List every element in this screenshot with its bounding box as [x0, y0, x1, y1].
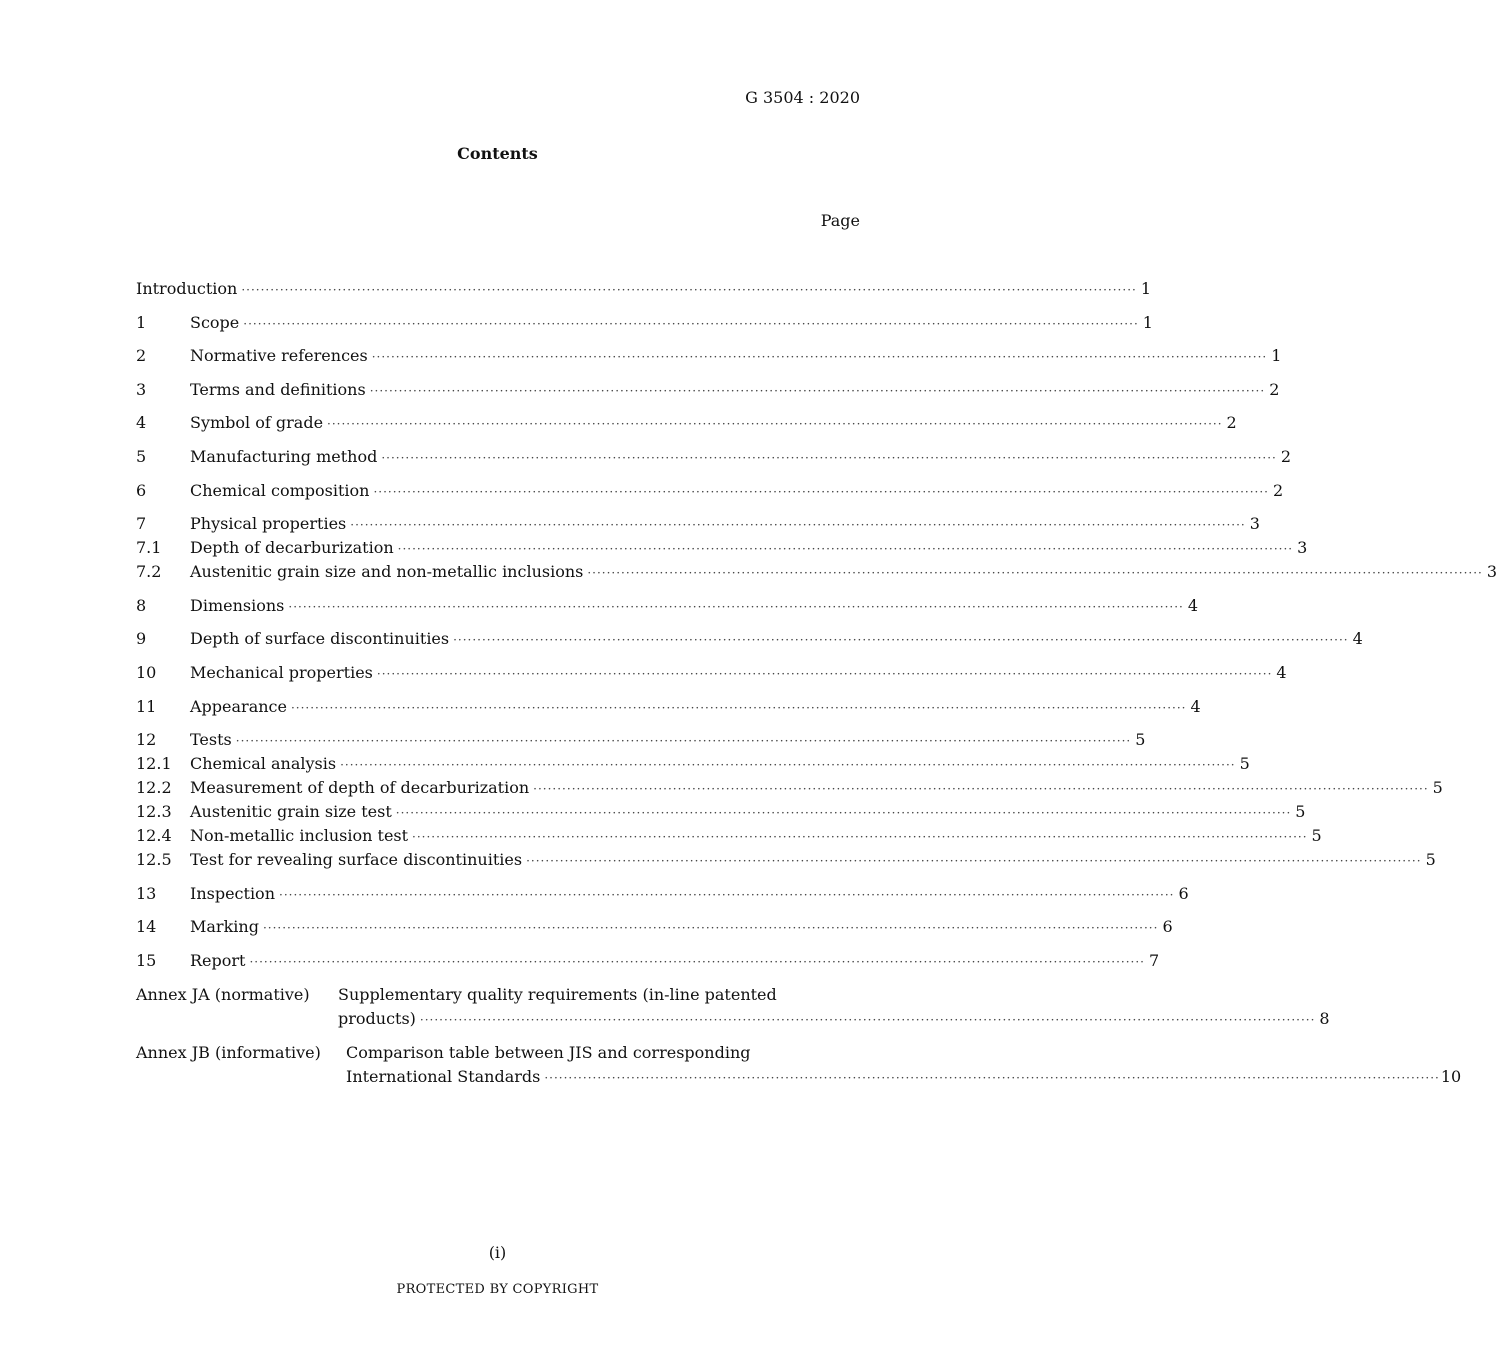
dot-leader	[249, 950, 1145, 974]
toc-entry-number: 12.5	[136, 850, 172, 870]
annex-entry-jb[interactable]	[136, 1041, 1462, 1090]
toc-entry-title: Chemical analysis	[190, 754, 337, 774]
dot-leader	[381, 446, 1277, 470]
toc-entry-page-number: 1	[1271, 346, 1282, 366]
toc-entry-title: Depth of decarburization	[190, 538, 394, 558]
toc-entry-title: Test for revealing surface discontinuities	[190, 850, 523, 870]
toc-entry-number: 1	[136, 312, 147, 332]
dot-leader	[288, 595, 1184, 619]
toc-entry-page-number: 5	[1432, 778, 1443, 798]
toc-entry-title: Marking	[190, 917, 259, 937]
dot-leader	[412, 825, 1308, 849]
toc-entry-title: Physical properties	[190, 514, 347, 534]
toc-entry-title: Normative references	[190, 346, 368, 366]
toc-entry-page-number: 1	[1142, 312, 1153, 332]
dot-leader	[587, 561, 1483, 585]
dot-leader	[327, 412, 1223, 436]
toc-entry-number: 12.4	[136, 826, 172, 846]
dot-leader	[396, 801, 1292, 825]
toc-entry[interactable]	[136, 378, 1280, 402]
toc-entry-number: 4	[136, 413, 147, 433]
annex-title-line-2: International Standards	[346, 1067, 541, 1087]
toc-entry[interactable]	[136, 824, 1322, 848]
dot-leader	[279, 883, 1175, 907]
toc-entry-title: Manufacturing method	[190, 446, 378, 466]
toc-entry-title: Austenitic grain size and non-metallic inclusions	[190, 562, 584, 582]
toc-entry-number: 3	[136, 379, 147, 399]
toc-entry-page-number: 2	[1280, 446, 1292, 466]
toc-entry-title: Measurement of depth of decarburization	[190, 778, 530, 798]
dot-leader	[453, 628, 1349, 652]
toc-entry-page-number: 5	[1311, 826, 1322, 846]
toc-entry-number: 7.2	[136, 562, 162, 582]
toc-entry-number: 5	[136, 446, 147, 466]
toc-entry-page-number: 5	[1239, 754, 1250, 774]
toc-entry-title: Dimensions	[190, 595, 285, 615]
toc-entry-title: Tests	[190, 730, 232, 750]
toc-entry-title: Chemical composition	[190, 480, 370, 500]
copyright-notice: PROTECTED BY COPYRIGHT	[396, 1282, 599, 1297]
toc-entry[interactable]	[136, 479, 1284, 503]
annex-label: Annex JB (informative)	[136, 1043, 321, 1063]
toc-entry[interactable]	[136, 848, 1436, 872]
toc-entry-title: Report	[190, 950, 246, 970]
toc-entry-number: 6	[136, 480, 147, 500]
toc-entry-page-number: 4	[1276, 662, 1287, 682]
dot-leader	[377, 662, 1273, 686]
toc-entry[interactable]	[136, 277, 1152, 301]
toc-entry-number: 11	[136, 696, 157, 716]
toc-entry[interactable]	[136, 752, 1250, 776]
toc-entry-number: 7	[136, 514, 147, 534]
toc-entry-number: 12	[136, 730, 157, 750]
toc-entry-number: 10	[136, 662, 157, 682]
toc-entry-number: 13	[136, 883, 157, 903]
toc-entry-title: Terms and definitions	[190, 379, 366, 399]
toc-entry-page-number: 6	[1162, 917, 1173, 937]
dot-leader	[350, 513, 1246, 537]
annex-page-number: 10	[1440, 1067, 1462, 1087]
toc-entry-page-number: 4	[1187, 595, 1199, 615]
toc-entry-number: 14	[136, 917, 157, 937]
page-column-heading: Page	[820, 211, 860, 230]
dot-leader	[370, 379, 1266, 403]
toc-entry-page-number: 2	[1272, 480, 1284, 500]
toc-entry-page-number: 1	[1140, 279, 1152, 298]
toc-entry-page-number: 5	[1295, 802, 1306, 822]
dot-leader	[263, 916, 1159, 940]
toc-entry-page-number: 5	[1425, 850, 1436, 870]
toc-entry[interactable]	[136, 627, 1363, 651]
toc-entry[interactable]	[136, 661, 1287, 685]
toc-entry-page-number: 7	[1148, 950, 1160, 970]
toc-entry-title: Inspection	[190, 883, 275, 903]
toc-entry-page-number: 4	[1352, 629, 1363, 649]
toc-entry-page-number: 4	[1190, 696, 1201, 716]
toc-entry[interactable]	[136, 728, 1146, 752]
toc-entry-page-number: 2	[1226, 413, 1237, 433]
toc-entry-number: 12.1	[136, 754, 172, 774]
dot-leader	[340, 753, 1236, 777]
toc-entry-page-number: 3	[1486, 562, 1497, 582]
dot-leader	[236, 729, 1132, 753]
toc-entry-title: Non-metallic inclusion test	[190, 826, 409, 846]
dot-leader	[544, 1066, 1440, 1090]
toc-entry-page-number: 3	[1249, 514, 1260, 534]
toc-entry-page-number: 5	[1135, 730, 1146, 750]
toc-entry-number: 7.1	[136, 538, 162, 558]
toc-entry-number: 12.3	[136, 802, 172, 822]
toc-entry-title: Austenitic grain size test	[190, 802, 392, 822]
dot-leader	[533, 777, 1429, 801]
annex-entry-ja[interactable]	[136, 983, 1330, 1032]
table-of-contents	[136, 277, 1497, 1090]
toc-entry[interactable]	[136, 445, 1292, 469]
dot-leader	[398, 537, 1294, 561]
toc-entry[interactable]	[136, 776, 1443, 800]
toc-entry[interactable]	[136, 311, 1153, 335]
page-title: Contents	[457, 144, 538, 163]
toc-entry[interactable]	[136, 560, 1497, 584]
page-number: (i)	[488, 1243, 507, 1262]
toc-entry[interactable]	[136, 594, 1199, 618]
toc-entry-page-number: 3	[1297, 538, 1308, 558]
toc-entry[interactable]	[136, 512, 1260, 536]
dot-leader	[243, 312, 1139, 336]
toc-entry-title: Appearance	[190, 696, 287, 716]
toc-entry-number: 2	[136, 346, 147, 366]
toc-entry[interactable]	[136, 344, 1282, 368]
annex-title-line-1: Supplementary quality requirements (in-line patented	[338, 984, 777, 1004]
toc-entry-number: 9	[136, 629, 147, 649]
toc-entry[interactable]	[136, 915, 1173, 939]
dot-leader	[372, 345, 1268, 369]
annex-page-number: 8	[1319, 1008, 1330, 1028]
toc-entry[interactable]	[136, 800, 1306, 824]
dot-leader	[420, 1008, 1316, 1032]
toc-entry-title: Mechanical properties	[190, 662, 373, 682]
toc-entry-number: 8	[136, 595, 147, 615]
annex-title-line-1: Comparison table between JIS and corresponding	[346, 1043, 751, 1063]
toc-entry-page-number: 2	[1269, 379, 1280, 399]
toc-entry[interactable]	[136, 882, 1189, 906]
toc-entry[interactable]	[136, 411, 1237, 435]
dot-leader	[373, 480, 1269, 504]
toc-entry-number: 12.2	[136, 778, 172, 798]
toc-entry-title: Symbol of grade	[190, 413, 324, 433]
toc-entry-number: 15	[136, 950, 157, 970]
toc-entry-title: Depth of surface discontinuities	[190, 629, 450, 649]
dot-leader	[241, 278, 1137, 302]
toc-entry-page-number: 6	[1178, 883, 1189, 903]
toc-entry-title: Scope	[190, 312, 240, 332]
standard-code: G 3504 : 2020	[745, 88, 860, 107]
toc-entry-title: Introduction	[136, 279, 238, 298]
toc-entry[interactable]	[136, 949, 1160, 973]
annex-title-line-2: products)	[338, 1008, 416, 1028]
dot-leader	[526, 849, 1422, 873]
toc-entry[interactable]	[136, 536, 1308, 560]
dot-leader	[291, 696, 1187, 720]
toc-entry[interactable]	[136, 695, 1201, 719]
annex-label: Annex JA (normative)	[136, 984, 310, 1004]
